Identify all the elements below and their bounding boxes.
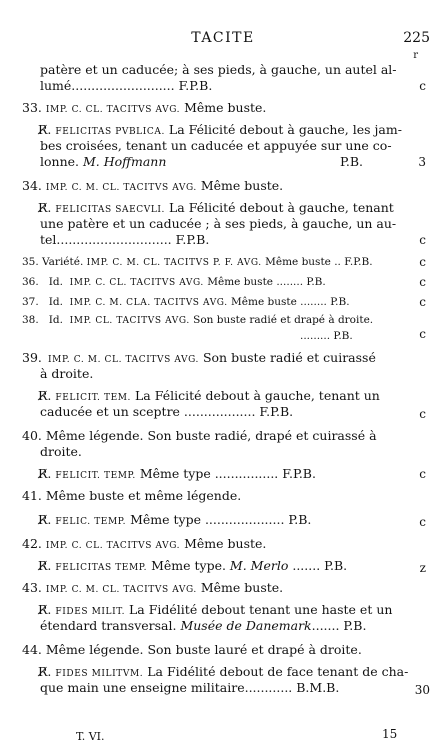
- entry-37: 37. Id. IMP. C. M. CLA. TACITVS AVG. Même buste ........ P.B.: [22, 296, 350, 308]
- page-number: 225: [403, 30, 430, 46]
- margin-rating: c: [419, 467, 426, 481]
- text-line: une patère et un caducée ; à ses pieds, à gauche, un au-: [40, 216, 397, 231]
- margin-rating: c: [419, 79, 426, 93]
- entry-33: 33. IMP. C. CL. TACITVS AVG. Même buste.: [22, 100, 267, 115]
- reverse-line: R̸. FELICITAS TEMP. Même type. M. Merlo ....... P.B.: [38, 558, 348, 573]
- margin-rating: c: [419, 407, 426, 421]
- margin-rating: c: [419, 275, 426, 289]
- signature-mark: T. VI.: [76, 730, 105, 743]
- reverse-line: R̸. FELICITAS SAECVLI. La Félicité debout à gauche, tenant: [38, 200, 394, 215]
- reverse-line: R̸. FIDES MILITVM. La Fidélité debout de face tenant de cha-: [38, 664, 409, 679]
- entry-41: 41. Même buste et même légende.: [22, 488, 242, 503]
- margin-rating: c: [419, 255, 426, 269]
- margin-rating: c: [419, 295, 426, 309]
- entry-43: 43. IMP. C. M. CL. TACITVS AVG. Même buste.: [22, 580, 284, 595]
- reverse-line: R̸. FELICITAS PVBLICA. La Félicité debout à gauche, les jam-: [38, 122, 402, 137]
- entry-42: 42. IMP. C. CL. TACITVS AVG. Même buste.: [22, 536, 267, 551]
- entry-44: 44. Même légende. Son buste lauré et drapé à droite.: [22, 642, 362, 657]
- text-line: lumé.......................... F.P.B.: [40, 78, 213, 93]
- entry-38: 38. Id. IMP. CL. TACITVS AVG. Son buste radié et drapé à droite.: [22, 314, 374, 326]
- reverse-line: R̸. FELIC. TEMP. Même type .................... P.B.: [38, 512, 312, 527]
- margin-rating: c: [419, 233, 426, 247]
- margin-rating: z: [419, 561, 426, 575]
- entry-35: 35. Variété. IMP. C. M. CL. TACITVS P. F. AVG. Même buste .. F.P.B.: [22, 256, 373, 268]
- text-line: que main une enseigne militaire............ B.M.B.: [40, 680, 340, 695]
- corner-mark: r: [413, 50, 418, 61]
- margin-rating: 3: [418, 155, 426, 169]
- text-line: caducée et un sceptre .................. F.P.B.: [40, 404, 294, 419]
- sheet-number: 15: [382, 727, 398, 741]
- grade: P.B.: [340, 154, 364, 169]
- running-head: TACITE: [191, 30, 255, 46]
- reverse-line: R̸. FELICIT. TEMP. Même type ................ F.P.B.: [38, 466, 316, 481]
- margin-rating: 30: [414, 683, 430, 697]
- text-line: à droite.: [40, 366, 94, 381]
- text-line: patère et un caducée; à ses pieds, à gauche, un autel al-: [40, 62, 397, 77]
- reverse-line: R̸. FIDES MILIT. La Fidélité debout tenant une haste et un: [38, 602, 393, 617]
- page-header: [0, 30, 446, 61]
- text-line: bes croisées, tenant un caducée et appuyée sur une co-: [40, 138, 392, 153]
- text-line: ......... P.B.: [300, 330, 353, 342]
- text-line: droite.: [40, 444, 82, 459]
- entry-36: 36. Id. IMP. C. CL. TACITVS AVG. Même buste ........ P.B.: [22, 276, 326, 288]
- reverse-line: R̸. FELICIT. TEM. La Félicité debout à gauche, tenant un: [38, 388, 380, 403]
- entry-34: 34. IMP. C. M. CL. TACITVS AVG. Même buste.: [22, 178, 284, 193]
- entry-39: 39.: [22, 350, 42, 365]
- margin-rating: c: [419, 327, 426, 341]
- entry-39-text: IMP. C. M. CL. TACITVS AVG. Son buste radié et cuirassé: [48, 350, 376, 365]
- entry-40: 40. Même légende. Son buste radié, drapé et cuirassé à: [22, 428, 377, 443]
- text-line: tel............................. F.P.B.: [40, 232, 210, 247]
- margin-rating: c: [419, 515, 426, 529]
- text-line: lonne. M. Hoffmann: [40, 154, 167, 169]
- text-line: étendard transversal. Musée de Danemark....... P.B.: [40, 618, 367, 633]
